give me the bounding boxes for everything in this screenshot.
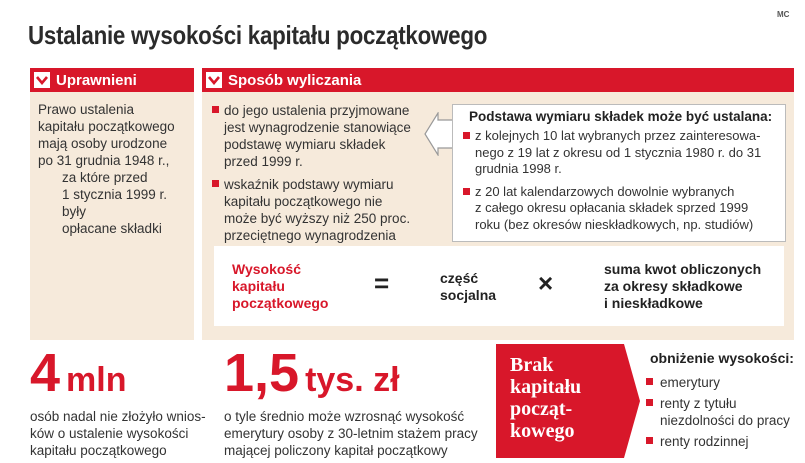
reduce-list xyxy=(646,374,796,454)
text-line: po 31 grudnia 1948 r., xyxy=(38,153,170,168)
list-item xyxy=(212,102,434,170)
text-line: jest wynagrodzenie stanowiące xyxy=(224,120,411,135)
text-line: z kolejnych 10 lat wybranych przez zainteresowa- xyxy=(475,128,761,143)
chevron-down-icon xyxy=(206,72,222,88)
equals-sign: = xyxy=(374,268,390,298)
uprawnieni-header xyxy=(30,68,194,92)
text-line: może być wyższy niż 250 proc. xyxy=(224,211,411,226)
stat-unit: tys. zł xyxy=(305,361,400,399)
list-item xyxy=(212,176,434,244)
list-item xyxy=(646,433,796,450)
reduce-title: obniżenie wysokości: xyxy=(650,350,794,366)
text-line: przed 1999 r. xyxy=(224,154,303,169)
text-line: kapitału xyxy=(510,376,582,398)
text-line: za okresy składkowe xyxy=(604,278,743,294)
text-line: kapitału początkowego xyxy=(38,119,175,134)
stat-number-2 xyxy=(224,343,400,407)
stat-value: 1,5 xyxy=(224,343,300,403)
text-line: ków o ustalenie wysokości xyxy=(30,426,189,441)
text-line: suma kwot obliczonych xyxy=(604,261,762,277)
text-line: o tyle średnio może wzrosnąć wysokość xyxy=(224,409,465,424)
stat-text-1 xyxy=(30,408,206,459)
text-line: emerytury osoby z 30-letnim stażem pracy xyxy=(224,426,478,441)
text-line: Brak xyxy=(510,354,554,376)
formula-left xyxy=(232,261,328,312)
text-line: podstawę wymiaru składek xyxy=(224,137,386,152)
text-line: roku (bez okresów nieskładkowych, np. studiów) xyxy=(475,216,754,232)
right-arrow-icon xyxy=(624,344,640,458)
sposob-header xyxy=(202,68,794,92)
list-item xyxy=(463,128,775,178)
text-line: i nieskładkowe xyxy=(604,295,703,311)
text-line: niezdolności do pracy xyxy=(660,413,790,428)
text-line: wskaźnik podstawy wymiaru xyxy=(224,177,394,192)
text-line: począt- xyxy=(510,398,573,420)
text-line: z 20 lat kalendarzowych dowolnie wybranych xyxy=(475,183,735,199)
text-line: do jego ustalenia przyjmowane xyxy=(224,103,410,118)
brak-box xyxy=(496,344,624,458)
text-line: grudnia 1998 r. xyxy=(475,161,562,176)
basis-box xyxy=(452,104,786,242)
page-title: Ustalanie wysokości kapitału początkowego xyxy=(28,20,488,50)
stat-unit: mln xyxy=(66,361,127,399)
times-sign: × xyxy=(538,268,554,298)
text-line: opłacane składki xyxy=(62,221,162,236)
formula-right xyxy=(604,261,761,312)
text-line: początkowego xyxy=(232,295,329,311)
watermark: MC xyxy=(777,10,790,19)
uprawnieni-text xyxy=(38,101,188,237)
stat-text-2 xyxy=(224,408,478,459)
chevron-down-icon xyxy=(34,72,50,88)
list-item xyxy=(463,184,775,234)
uprawnieni-title: Uprawnieni xyxy=(56,71,137,89)
text-line: emerytury xyxy=(660,375,721,390)
text-line: nego z 19 lat z okresu od 1 stycznia 1980 r. do 31 xyxy=(475,144,762,160)
text-line: kapitału początkowego nie xyxy=(224,194,383,209)
text-line: socjalna xyxy=(440,287,497,303)
left-arrow-icon xyxy=(424,112,454,156)
text-line: Prawo ustalenia xyxy=(38,102,135,117)
sposob-title: Sposób wyliczania xyxy=(228,71,362,89)
sposob-bullets xyxy=(212,102,434,250)
text-line: 1 stycznia 1999 r. były xyxy=(62,187,168,219)
stat-number-1 xyxy=(30,343,127,407)
text-line: kapitału xyxy=(232,278,285,294)
text-line: z całego okresu opłacania składek sprzed 1999 xyxy=(475,200,749,215)
text-line: kapitału początkowego xyxy=(30,443,167,458)
text-line: Wysokość xyxy=(232,261,301,277)
basis-title: Podstawa wymiaru składek może być ustalana: xyxy=(469,109,773,124)
text-line: renty z tytułu xyxy=(660,396,737,411)
text-line: osób nadal nie złożyło wnios- xyxy=(30,409,206,424)
text-line: za które przed xyxy=(62,170,148,185)
text-line: kowego xyxy=(510,420,575,442)
text-line: mają osoby urodzone xyxy=(38,136,168,151)
text-line: przeciętnego wynagrodzenia xyxy=(224,228,396,243)
text-line: część xyxy=(440,270,479,286)
list-item xyxy=(646,395,796,429)
text-line: mającej policzony kapitał początkowy xyxy=(224,443,448,458)
list-item xyxy=(646,374,796,391)
text-line: renty rodzinnej xyxy=(660,434,749,449)
stat-value: 4 xyxy=(30,343,61,403)
formula-middle xyxy=(440,270,496,304)
